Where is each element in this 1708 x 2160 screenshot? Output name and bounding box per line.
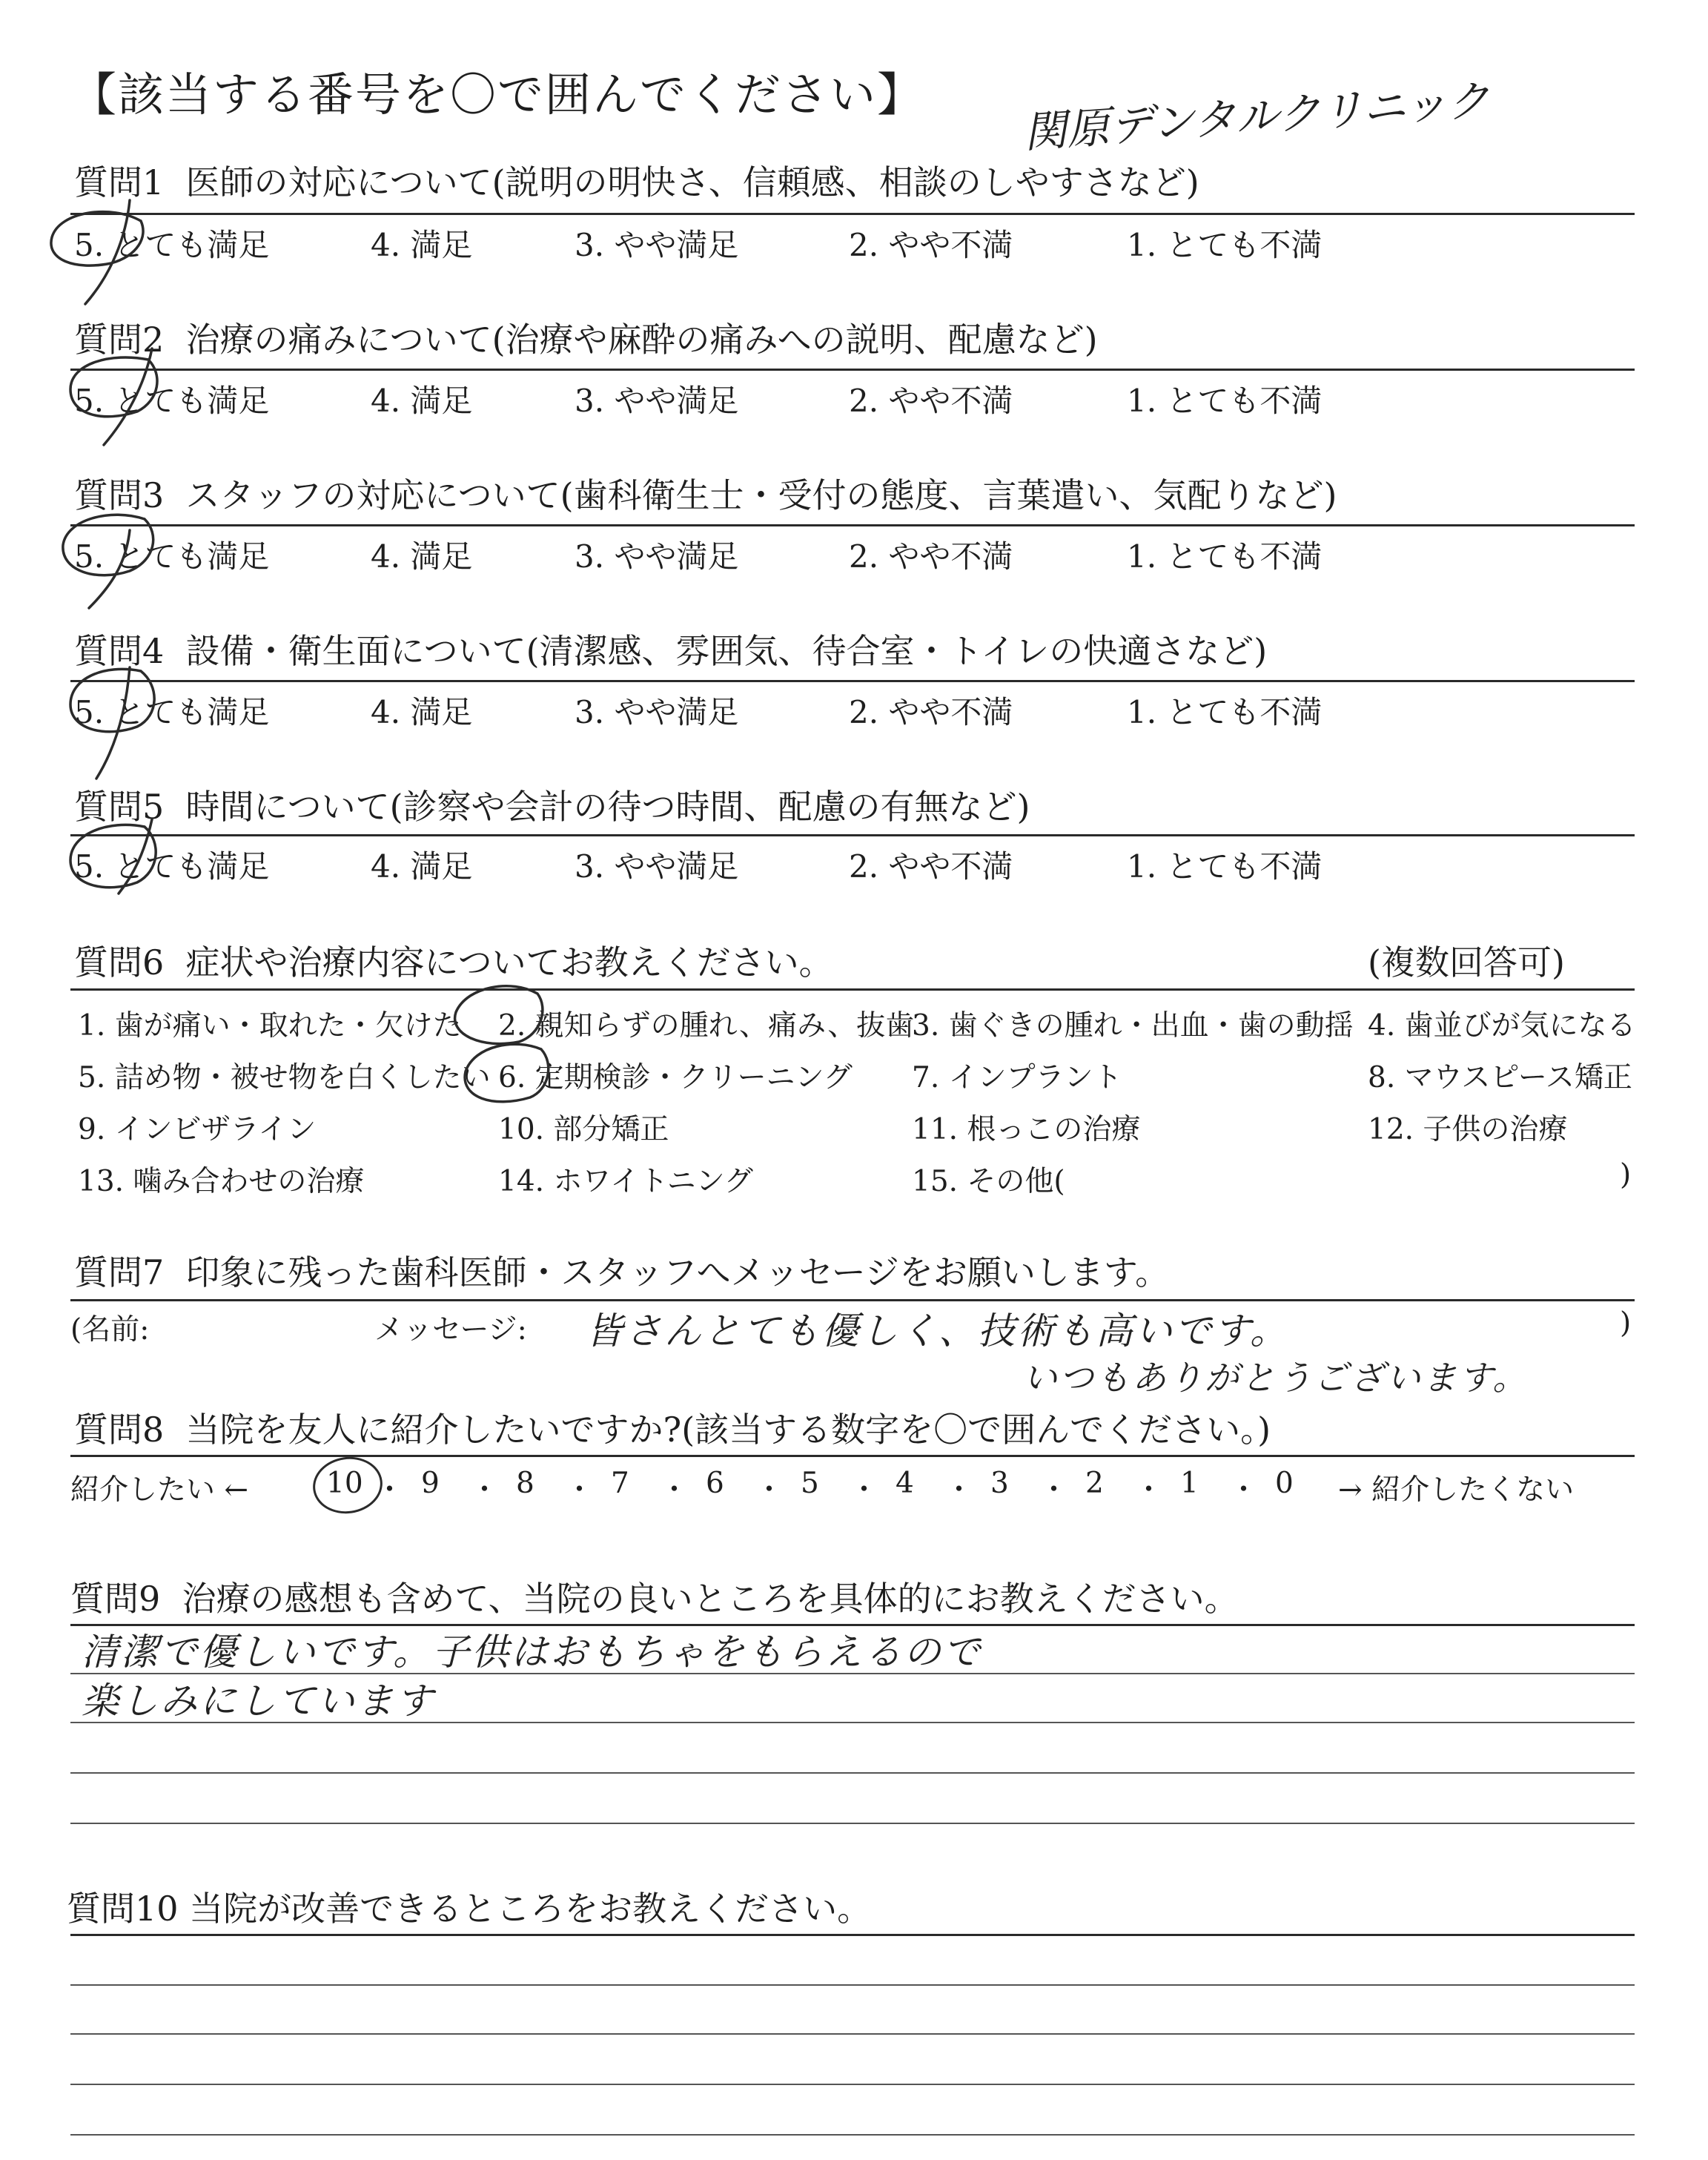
question-2-label: 質問2 [74, 320, 165, 360]
q7-handwritten-message-line1: 皆さんとても優しく、技術も高いです。 [586, 1309, 1289, 1353]
question-4-text: 設備・衛生面について(清潔感、雰囲気、待合室・トイレの快適さなど) [185, 631, 1268, 671]
q5-option-1[interactable]: 1. とても不満 [1127, 848, 1323, 885]
q2-option-1[interactable]: 1. とても不満 [1127, 383, 1323, 419]
q9-handwritten-answer-line2: 楽しみにしています [82, 1680, 435, 1723]
q8-right-label: → 紹介したくない [1338, 1473, 1575, 1507]
q8-scale-option-10[interactable]: 10 [326, 1467, 363, 1500]
q4-option-4[interactable]: 4. 満足 [371, 694, 473, 730]
q6-option-13[interactable]: 13. 噛み合わせの治療 [78, 1165, 365, 1198]
q8-scale-separator: ・ [1039, 1473, 1069, 1507]
question-6-rule [70, 988, 1635, 991]
question-2-rule [70, 369, 1635, 371]
question-8-text: 当院を友人に紹介したいですか?(該当する数字を〇で囲んでください。) [185, 1410, 1271, 1450]
q7-close-paren: ) [1620, 1307, 1632, 1340]
q7-handwritten-message-line2: いつもありがとうございます。 [1023, 1358, 1529, 1398]
q2-option-5[interactable]: 5. とても満足 [74, 383, 270, 419]
handwritten-clinic-name: 関原デンタルクリニック [1022, 75, 1492, 158]
q8-scale-option-1[interactable]: 1 [1180, 1467, 1199, 1500]
q1-option-1[interactable]: 1. とても不満 [1127, 227, 1323, 263]
q1-option-3[interactable]: 3. やや満足 [575, 227, 739, 263]
q8-scale-separator: ・ [944, 1473, 974, 1507]
q8-scale-option-7[interactable]: 7 [611, 1467, 629, 1500]
q8-scale-separator: ・ [1134, 1473, 1164, 1507]
q6-option-12[interactable]: 12. 子供の治療 [1368, 1113, 1568, 1146]
question-10-rule [70, 1934, 1635, 1936]
question-1-text: 医師の対応について(説明の明快さ、信頼感、相談のしやすさなど) [185, 162, 1199, 202]
q1-option-4[interactable]: 4. 満足 [371, 227, 473, 263]
q3-option-4[interactable]: 4. 満足 [371, 538, 473, 575]
q6-option-15[interactable]: 15. その他( [912, 1165, 1065, 1198]
q6-option-7[interactable]: 7. インプラント [912, 1061, 1122, 1094]
q8-scale-separator: ・ [375, 1473, 405, 1507]
answer-line [70, 2084, 1635, 2085]
question-3-rule [70, 524, 1635, 526]
q4-option-3[interactable]: 3. やや満足 [575, 694, 739, 730]
q8-scale-separator: ・ [660, 1473, 689, 1507]
q3-option-2[interactable]: 2. やや不満 [849, 538, 1013, 575]
question-8-rule [70, 1455, 1635, 1457]
q8-scale-option-8[interactable]: 8 [516, 1467, 534, 1500]
answer-line [70, 2134, 1635, 2136]
q8-scale-option-3[interactable]: 3 [990, 1467, 1009, 1500]
q4-option-5[interactable]: 5. とても満足 [74, 694, 270, 730]
q6-option-1[interactable]: 1. 歯が痛い・取れた・欠けた [78, 1009, 462, 1043]
q5-option-2[interactable]: 2. やや不満 [849, 848, 1013, 885]
q6-option-6[interactable]: 6. 定期検診・クリーニング [498, 1061, 853, 1094]
answer-line [70, 2033, 1635, 2035]
q4-option-1[interactable]: 1. とても不満 [1127, 694, 1323, 730]
question-2-text: 治療の痛みについて(治療や麻酔の痛みへの説明、配慮など) [185, 320, 1098, 360]
q7-message-label: メッセージ: [374, 1313, 527, 1347]
q3-option-5[interactable]: 5. とても満足 [74, 538, 270, 575]
q8-left-label: 紹介したい ← [70, 1473, 249, 1507]
answer-line [70, 1772, 1635, 1774]
q8-scale-option-2[interactable]: 2 [1085, 1467, 1104, 1500]
question-9-label: 質問9 [70, 1579, 161, 1619]
q2-option-4[interactable]: 4. 満足 [371, 383, 473, 419]
question-10-label: 質問10 [67, 1889, 179, 1929]
question-3-label: 質問3 [74, 475, 165, 515]
q7-name-label: (名前: [70, 1313, 150, 1347]
q6-option-10[interactable]: 10. 部分矯正 [498, 1113, 669, 1146]
q5-option-5[interactable]: 5. とても満足 [74, 848, 270, 885]
question-6-text: 症状や治療内容についてお教えください。 [185, 942, 833, 982]
question-3-text: スタッフの対応について(歯科衛生士・受付の態度、言葉遣い、気配りなど) [185, 475, 1337, 515]
q6-option-4[interactable]: 4. 歯並びが気になる [1368, 1009, 1636, 1043]
q5-option-3[interactable]: 3. やや満足 [575, 848, 739, 885]
question-7-text: 印象に残った歯科医師・スタッフへメッセージをお願いします。 [185, 1252, 1170, 1292]
form-title: 【該当する番号を〇で囲んでください】 [70, 67, 925, 122]
q6-option-3[interactable]: 3. 歯ぐきの腫れ・出血・歯の動揺 [912, 1009, 1354, 1043]
q6-option-8[interactable]: 8. マウスピース矯正 [1368, 1061, 1632, 1094]
q1-option-2[interactable]: 2. やや不満 [849, 227, 1013, 263]
question-6-note: (複数回答可) [1368, 942, 1565, 982]
q6-option-15-close-paren: ) [1620, 1158, 1632, 1192]
question-8-label: 質問8 [74, 1410, 165, 1450]
q3-option-3[interactable]: 3. やや満足 [575, 538, 739, 575]
question-10-text: 当院が改善できるところをお教えください。 [189, 1889, 872, 1929]
q3-option-1[interactable]: 1. とても不満 [1127, 538, 1323, 575]
q8-scale-option-5[interactable]: 5 [801, 1467, 819, 1500]
q2-option-3[interactable]: 3. やや満足 [575, 383, 739, 419]
question-7-label: 質問7 [74, 1252, 165, 1292]
q5-option-4[interactable]: 4. 満足 [371, 848, 473, 885]
q8-scale-separator: ・ [565, 1473, 595, 1507]
question-5-text: 時間について(診察や会計の待つ時間、配慮の有無など) [185, 787, 1030, 827]
question-4-rule [70, 680, 1635, 682]
q8-scale-option-6[interactable]: 6 [706, 1467, 724, 1500]
q9-handwritten-answer-line1: 清潔で優しいです。子供はおもちゃをもらえるので [82, 1631, 982, 1674]
q2-option-2[interactable]: 2. やや不満 [849, 383, 1013, 419]
q8-scale-option-4[interactable]: 4 [896, 1467, 914, 1500]
q6-option-11[interactable]: 11. 根っこの治療 [912, 1113, 1141, 1146]
question-1-rule [70, 213, 1635, 215]
q1-option-5[interactable]: 5. とても満足 [74, 227, 270, 263]
q8-scale-option-0[interactable]: 0 [1275, 1467, 1294, 1500]
q6-option-5[interactable]: 5. 詰め物・被せ物を白くしたい [78, 1061, 491, 1094]
question-5-label: 質問5 [74, 787, 165, 827]
q6-option-9[interactable]: 9. インビザライン [78, 1113, 317, 1146]
question-4-label: 質問4 [74, 631, 165, 671]
q8-scale-separator: ・ [1229, 1473, 1259, 1507]
answer-line [70, 1823, 1635, 1824]
question-5-rule [70, 834, 1635, 836]
answer-line [70, 1984, 1635, 1986]
question-9-text: 治療の感想も含めて、当院の良いところを具体的にお教えください。 [182, 1579, 1239, 1619]
question-6-label: 質問6 [74, 942, 165, 982]
q8-scale-separator: ・ [470, 1473, 500, 1507]
q8-scale-separator: ・ [755, 1473, 784, 1507]
question-1-label: 質問1 [74, 162, 165, 202]
q8-scale-separator: ・ [850, 1473, 879, 1507]
q6-option-14[interactable]: 14. ホワイトニング [498, 1165, 753, 1198]
q4-option-2[interactable]: 2. やや不満 [849, 694, 1013, 730]
q6-option-2[interactable]: 2. 親知らずの腫れ、痛み、抜歯 [498, 1009, 915, 1043]
q8-scale-option-9[interactable]: 9 [421, 1467, 440, 1500]
